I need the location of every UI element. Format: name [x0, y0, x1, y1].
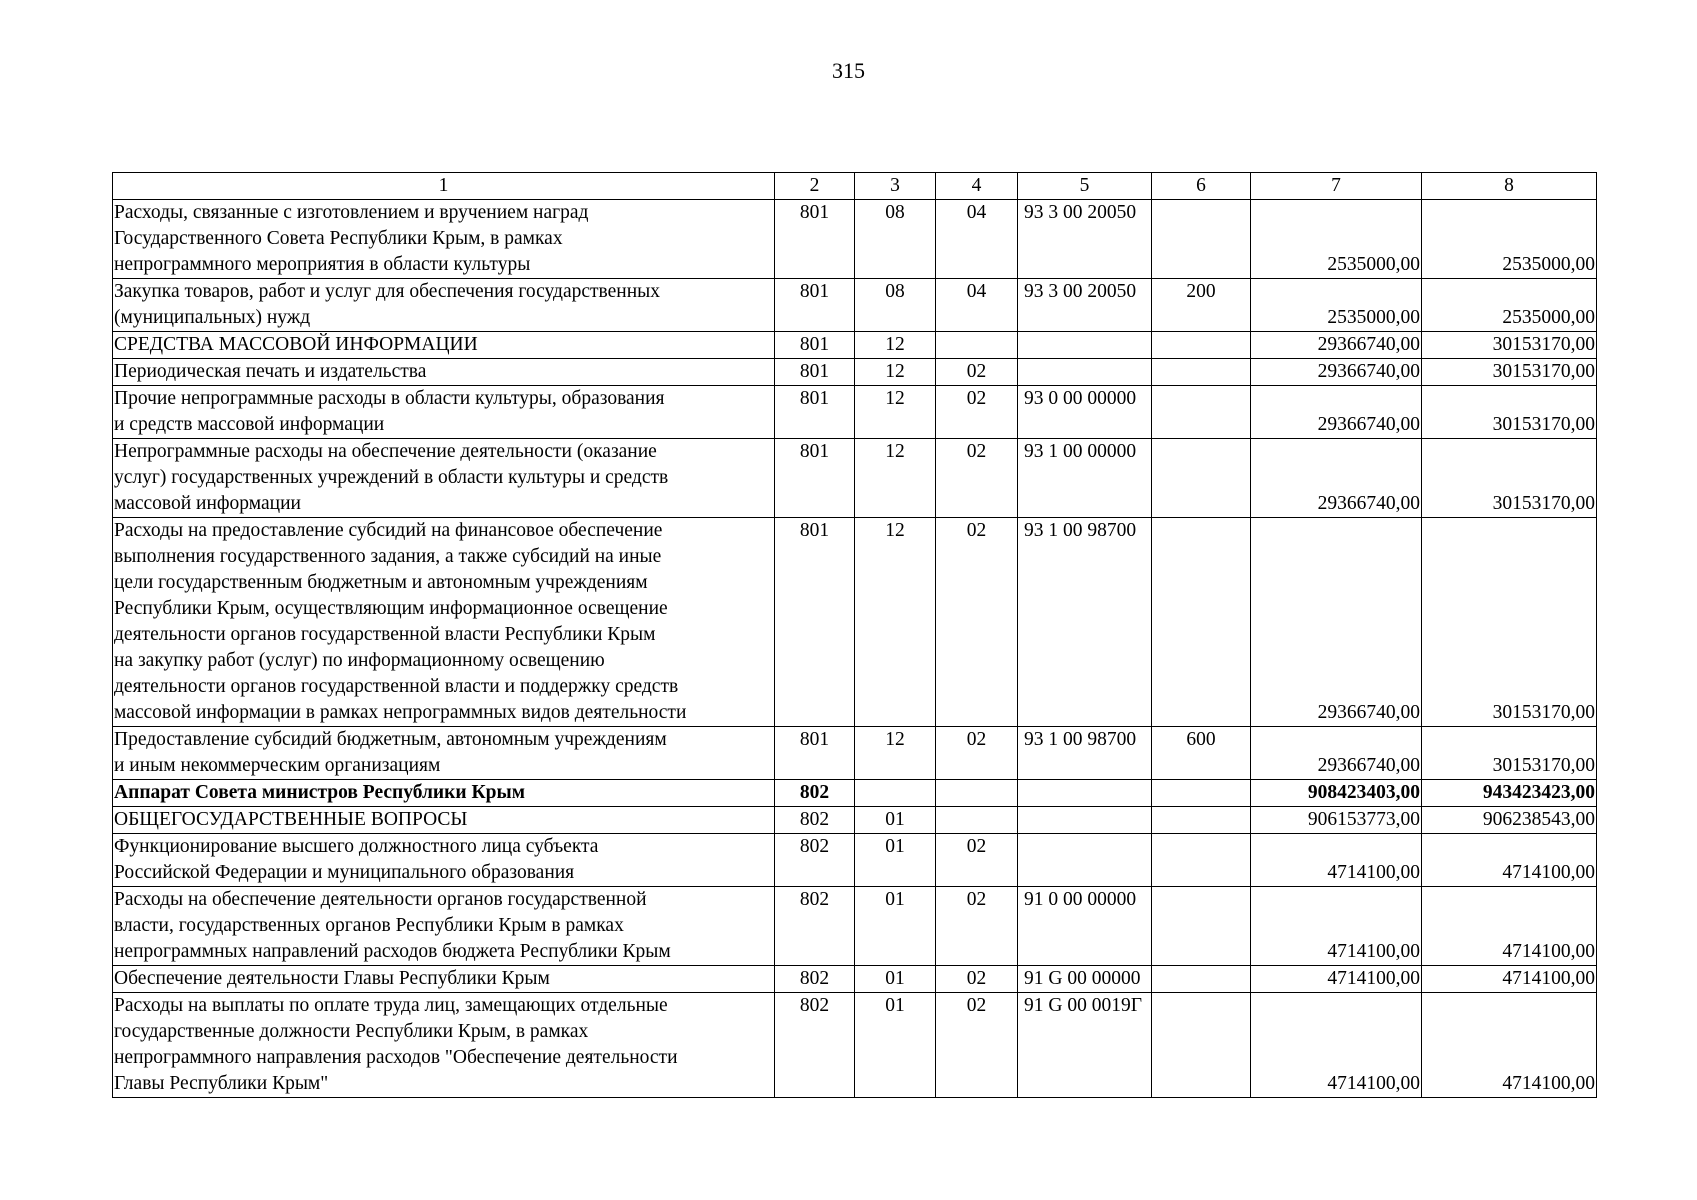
description-line: и иным некоммерческим организациям: [114, 755, 441, 776]
amount-year-1: 906153773,00: [1251, 807, 1422, 834]
table-row: [113, 834, 1597, 887]
table-row: [113, 966, 1597, 993]
description-line: массовой информации: [114, 493, 301, 514]
row-description: [113, 887, 775, 966]
subsection-code: [936, 807, 1018, 834]
target-article-code: [1018, 807, 1152, 834]
amount-year-1: 4714100,00: [1251, 993, 1422, 1098]
amount-year-2: 4714100,00: [1422, 966, 1597, 993]
target-article-code: 93 0 00 00000: [1018, 386, 1152, 439]
description-line: Закупка товаров, работ и услуг для обеспечения государственных: [114, 281, 661, 302]
table-row: [113, 332, 1597, 359]
description-line: СРЕДСТВА МАССОВОЙ ИНФОРМАЦИИ: [114, 334, 478, 355]
target-article-code: 91 G 00 0019Г: [1018, 993, 1152, 1098]
section-code: 01: [855, 887, 936, 966]
subsection-code: 02: [936, 887, 1018, 966]
amount-year-2: 4714100,00: [1422, 993, 1597, 1098]
description-line: непрограммного мероприятия в области культуры: [114, 254, 531, 275]
description-line: Периодическая печать и издательства: [114, 361, 427, 382]
expense-type-code: [1152, 359, 1251, 386]
description-line: Функционирование высшего должностного лица субъекта: [114, 836, 599, 857]
description-line: Главы Республики Крым": [114, 1073, 329, 1094]
amount-year-1: 29366740,00: [1251, 727, 1422, 780]
amount-year-2: 30153170,00: [1422, 359, 1597, 386]
description-line: ОБЩЕГОСУДАРСТВЕННЫЕ ВОПРОСЫ: [114, 809, 468, 830]
row-description: [113, 439, 775, 518]
subsection-code: 02: [936, 518, 1018, 727]
amount-year-1: 4714100,00: [1251, 834, 1422, 887]
ministry-code: 801: [775, 359, 855, 386]
description-line: непрограммных направлений расходов бюджета Республики Крым: [114, 941, 671, 962]
section-code: 12: [855, 386, 936, 439]
target-article-code: [1018, 332, 1152, 359]
expense-type-code: [1152, 518, 1251, 727]
ministry-code: 801: [775, 727, 855, 780]
target-article-code: 93 1 00 98700: [1018, 518, 1152, 727]
subsection-code: [936, 780, 1018, 807]
description-line: Государственного Совета Республики Крым, в рамках: [114, 228, 563, 249]
ministry-code: 801: [775, 332, 855, 359]
target-article-code: [1018, 359, 1152, 386]
header-cell: 3: [855, 173, 936, 200]
description-line: непрограммного направления расходов "Обеспечение деятельности: [114, 1047, 678, 1068]
target-article-code: 93 3 00 20050: [1018, 279, 1152, 332]
target-article-code: 91 G 00 00000: [1018, 966, 1152, 993]
table-row: [113, 887, 1597, 966]
description-line: Предоставление субсидий бюджетным, автономным учреждениям: [114, 729, 667, 750]
amount-year-2: 30153170,00: [1422, 332, 1597, 359]
section-code: [855, 780, 936, 807]
description-line: Республики Крым, осуществляющим информационное освещение: [114, 598, 668, 619]
header-cell: 2: [775, 173, 855, 200]
section-code: 12: [855, 518, 936, 727]
amount-year-1: 29366740,00: [1251, 386, 1422, 439]
description-line: цели государственным бюджетным и автономным учреждениям: [114, 572, 648, 593]
table-row: [113, 279, 1597, 332]
table-row: [113, 807, 1597, 834]
ministry-code: 802: [775, 834, 855, 887]
description-line: Российской Федерации и муниципального образования: [114, 862, 575, 883]
section-code: 12: [855, 359, 936, 386]
table-row: [113, 439, 1597, 518]
expense-type-code: [1152, 966, 1251, 993]
description-line: Обеспечение деятельности Главы Республики Крым: [114, 968, 550, 989]
description-line: Расходы на предоставление субсидий на финансовое обеспечение: [114, 520, 663, 541]
expense-type-code: 600: [1152, 727, 1251, 780]
ministry-code: 802: [775, 966, 855, 993]
table-row: [113, 518, 1597, 727]
amount-year-2: 30153170,00: [1422, 727, 1597, 780]
amount-year-2: 30153170,00: [1422, 518, 1597, 727]
amount-year-1: 29366740,00: [1251, 332, 1422, 359]
section-code: 01: [855, 834, 936, 887]
row-description: [113, 834, 775, 887]
description-line: Прочие непрограммные расходы в области культуры, образования: [114, 388, 665, 409]
amount-year-1: 29366740,00: [1251, 359, 1422, 386]
table-header-row: [113, 173, 1597, 200]
target-article-code: 93 3 00 20050: [1018, 200, 1152, 279]
header-cell: 4: [936, 173, 1018, 200]
section-code: 12: [855, 439, 936, 518]
amount-year-2: 2535000,00: [1422, 200, 1597, 279]
row-description: [113, 518, 775, 727]
amount-year-2: 4714100,00: [1422, 834, 1597, 887]
target-article-code: 91 0 00 00000: [1018, 887, 1152, 966]
description-line: услуг) государственных учреждений в области культуры и средств: [114, 467, 669, 488]
description-line: власти, государственных органов Республики Крым в рамках: [114, 915, 624, 936]
description-line: деятельности органов государственной власти и поддержку средств: [114, 676, 679, 697]
section-code: 01: [855, 966, 936, 993]
expense-type-code: [1152, 332, 1251, 359]
ministry-code: 801: [775, 518, 855, 727]
amount-year-2: 30153170,00: [1422, 439, 1597, 518]
ministry-code: 801: [775, 200, 855, 279]
expense-type-code: [1152, 439, 1251, 518]
amount-year-1: 908423403,00: [1251, 780, 1422, 807]
ministry-code: 801: [775, 279, 855, 332]
amount-year-1: 29366740,00: [1251, 518, 1422, 727]
row-description: [113, 727, 775, 780]
header-cell: 5: [1018, 173, 1152, 200]
subsection-code: 02: [936, 359, 1018, 386]
table-row: [113, 386, 1597, 439]
description-line: (муниципальных) нужд: [114, 307, 311, 328]
page-number: 315: [832, 58, 865, 83]
ministry-code: 801: [775, 439, 855, 518]
target-article-code: 93 1 00 00000: [1018, 439, 1152, 518]
ministry-code: 802: [775, 807, 855, 834]
target-article-code: [1018, 780, 1152, 807]
amount-year-2: 906238543,00: [1422, 807, 1597, 834]
section-code: 08: [855, 279, 936, 332]
subsection-code: 02: [936, 727, 1018, 780]
row-description: [113, 359, 775, 386]
expense-type-code: 200: [1152, 279, 1251, 332]
amount-year-1: 29366740,00: [1251, 439, 1422, 518]
header-cell: 7: [1251, 173, 1422, 200]
table-row: [113, 727, 1597, 780]
section-code: 01: [855, 993, 936, 1098]
header-cell: 6: [1152, 173, 1251, 200]
amount-year-2: 943423423,00: [1422, 780, 1597, 807]
description-line: и средств массовой информации: [114, 414, 385, 435]
amount-year-2: 4714100,00: [1422, 887, 1597, 966]
subsection-code: 04: [936, 279, 1018, 332]
amount-year-2: 2535000,00: [1422, 279, 1597, 332]
expense-type-code: [1152, 807, 1251, 834]
header-cell: 1: [113, 173, 775, 200]
ministry-code: 802: [775, 887, 855, 966]
description-line: Расходы на обеспечение деятельности органов государственной: [114, 889, 647, 910]
expense-type-code: [1152, 200, 1251, 279]
ministry-code: 802: [775, 993, 855, 1098]
table-row: [113, 780, 1597, 807]
expense-type-code: [1152, 993, 1251, 1098]
description-line: Расходы на выплаты по оплате труда лиц, замещающих отдельные: [114, 995, 668, 1016]
budget-table: [112, 172, 1597, 1098]
amount-year-1: 4714100,00: [1251, 966, 1422, 993]
amount-year-1: 4714100,00: [1251, 887, 1422, 966]
description-line: на закупку работ (услуг) по информационному освещению: [114, 650, 605, 671]
expense-type-code: [1152, 386, 1251, 439]
subsection-code: 02: [936, 439, 1018, 518]
description-line: Аппарат Совета министров Республики Крым: [114, 782, 526, 803]
description-line: Непрограммные расходы на обеспечение деятельности (оказание: [114, 441, 657, 462]
section-code: 01: [855, 807, 936, 834]
row-description: [113, 780, 775, 807]
description-line: деятельности органов государственной власти Республики Крым: [114, 624, 656, 645]
table-row: [113, 993, 1597, 1098]
row-description: [113, 966, 775, 993]
target-article-code: [1018, 834, 1152, 887]
amount-year-1: 2535000,00: [1251, 200, 1422, 279]
amount-year-1: 2535000,00: [1251, 279, 1422, 332]
description-line: Расходы, связанные с изготовлением и вручением наград: [114, 202, 589, 223]
subsection-code: 04: [936, 200, 1018, 279]
subsection-code: 02: [936, 966, 1018, 993]
section-code: 12: [855, 727, 936, 780]
description-line: выполнения государственного задания, а также субсидий на иные: [114, 546, 662, 567]
section-code: 08: [855, 200, 936, 279]
header-cell: 8: [1422, 173, 1597, 200]
subsection-code: [936, 332, 1018, 359]
ministry-code: 802: [775, 780, 855, 807]
subsection-code: 02: [936, 386, 1018, 439]
row-description: [113, 200, 775, 279]
section-code: 12: [855, 332, 936, 359]
subsection-code: 02: [936, 834, 1018, 887]
row-description: [113, 386, 775, 439]
row-description: [113, 993, 775, 1098]
table-body: [113, 200, 1597, 1098]
target-article-code: 93 1 00 98700: [1018, 727, 1152, 780]
subsection-code: 02: [936, 993, 1018, 1098]
expense-type-code: [1152, 834, 1251, 887]
expense-type-code: [1152, 887, 1251, 966]
table-row: [113, 359, 1597, 386]
description-line: государственные должности Республики Крым, в рамках: [114, 1021, 589, 1042]
ministry-code: 801: [775, 386, 855, 439]
description-line: массовой информации в рамках непрограммных видов деятельности: [114, 702, 687, 723]
amount-year-2: 30153170,00: [1422, 386, 1597, 439]
expense-type-code: [1152, 780, 1251, 807]
table-row: [113, 200, 1597, 279]
row-description: [113, 279, 775, 332]
row-description: [113, 807, 775, 834]
row-description: [113, 332, 775, 359]
